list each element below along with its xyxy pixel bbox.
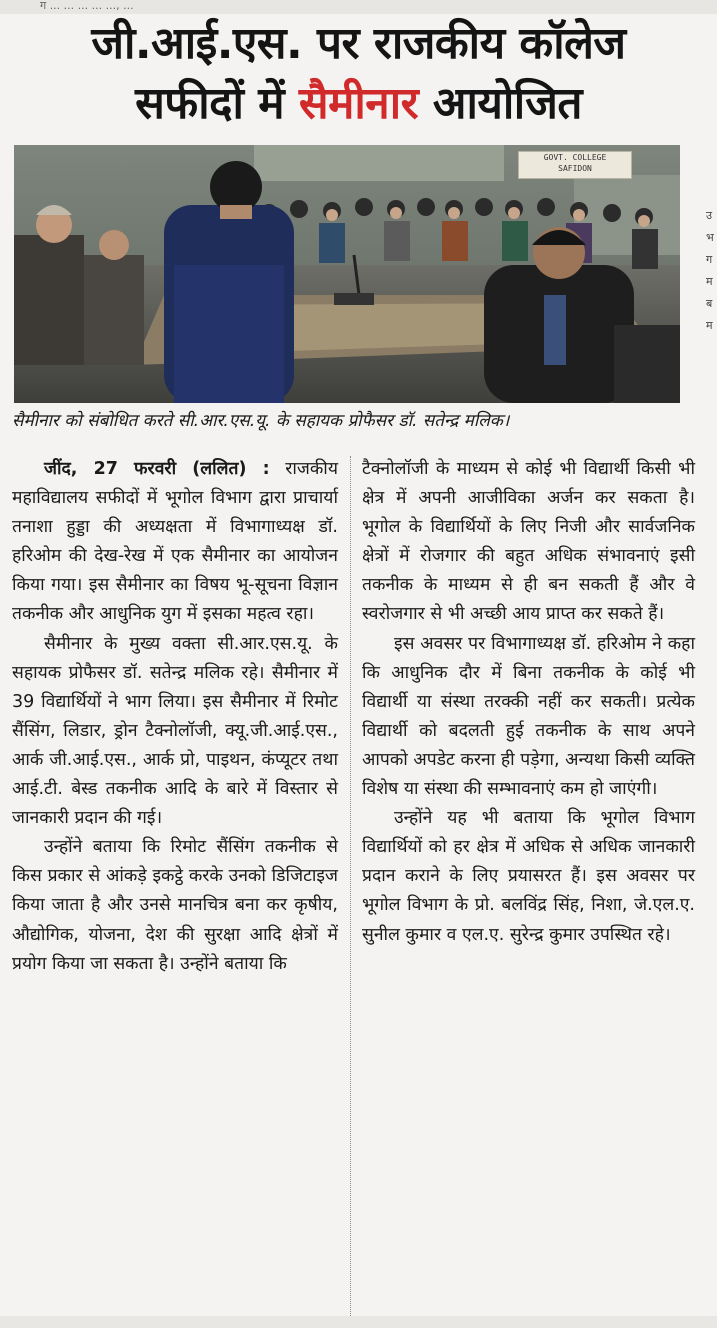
fragment: म [706,319,713,332]
article-paragraph-3: उन्होंने बताया कि रिमोट सैंसिंग तकनीक से किस प्रकार से आंकड़े इकट्ठे करके उनको डिजिटाइज किया जाता है और उनसे मानचित्र बना कर कृषीय, औद्योगिक, योजना, देश की सुरक्षा आदि क्षेत्रों में प्रयोग किया जा सकता है। उन्होंने बताया कि [12,837,338,974]
headline-line-2-pre: सफीदों में [135,78,299,129]
article-paragraph-2: सैमीनार के मुख्य वक्ता सी.आर.एस.यू. के सहायक प्रोफैसर डॉ. सतेन्द्र मलिक रहे। सैमीनार में 39 विद्यार्थियों ने भाग लिया। इस सैमीनार में रिमोट सैंसिंग, लिडार, ड्रोन टैक्नोलॉजी, क्यू.जी.आई.एस., आर्क जी.आई.एस., आर्क प्रो, पाइथन, कंप्यूटर तथा आई.टी. बेस्ड तकनीक आदि के बारे में विस्तार से जानकारी प्रदान की गई। [12,633,338,829]
paragraph-text: राजकीय महाविद्यालय सफीदों में भूगोल विभाग द्वारा प्राचार्या तनाशा हुड्डा की अध्यक्षता में विभागाध्यक्ष डॉ. हरिओम की देख-रेख में एक सैमीनार का आयोजन किया गया। इस सैमीनार का विषय भू-सूचना विज्ञान तकनीक और आधुनिक युग में इसका महत्व रहा। [12,459,338,625]
headline-highlight: सैमीनार [298,78,419,129]
previous-article-strip: ग ... ... ... ... ..., ... [0,0,717,14]
headline [0,14,717,134]
article-paragraph-4: टैक्नोलॉजी के माध्यम से कोई भी विद्यार्थी किसी भी क्षेत्र में अपनी आजीविका अर्जन कर सकता है। भूगोल के विद्यार्थियों के लिए निजी और सार्वजनिक क्षेत्रों में रोजगार की बहुत अधिक संभावनाएं इसी तकनीक के माध्यम से ही बन सकती हैं और वे स्वरोजगार से भी अच्छी आय प्राप्त कर सकते हैं। [362,459,695,625]
sign-line-1: GOVT. COLLEGE [543,153,607,162]
article-paragraph-1 [12,455,338,630]
fragment: भ [706,231,714,244]
headline-line-1: जी.आई.एस. पर राजकीय कॉलेज [91,18,626,69]
adjacent-column-fragments [706,205,717,337]
fragment: ग [706,253,713,266]
fragment: ब [706,297,713,310]
headline-line-2-post: आयोजित [418,78,582,129]
article-paragraph-6: उन्होंने यह भी बताया कि भूगोल विभाग विद्यार्थियों को हर क्षेत्र में अधिक से अधिक जानकारी प्रदान कराने के लिए प्रयासरत हैं। इस अवसर पर भूगोल विभाग के प्रो. बलविंद्र सिंह, निशा, जे.एल.ए. सुनील कुमार व एल.ए. सुरेन्द्र कुमार उपस्थित रहे। [362,808,695,945]
headline-line-2 [0,74,717,134]
photo-caption: सैमीनार को संबोधित करते सी.आर.एस.यू. के सहायक प्रोफैसर डॉ. सतेन्द्र मलिक। [12,411,510,431]
seminar-photo-illustration [14,145,680,403]
sign-line-2: SAFIDON [558,164,592,173]
dateline: जींद, 27 फरवरी (ललित) : [44,459,270,479]
article-paragraph-5: इस अवसर पर विभागाध्यक्ष डॉ. हरिओम ने कहा कि आधुनिक दौर में बिना तकनीक के कोई भी विद्यार्थी या संस्था तरक्की नहीं कर सकती। प्रत्येक विद्यार्थी को बदलती हुई तकनीक के साथ अपने आपको अपडेट करना ही पड़ेगा, अन्यथा किसी व्यक्ति विशेष या संस्था की सम्भावनाएं कम हो जाएंगी। [362,633,695,800]
column-divider [350,456,351,1316]
article-column-right [362,455,695,950]
page-bottom-edge [0,1316,717,1328]
fragment: उ [706,209,713,222]
college-sign [518,151,632,179]
article-column-left [12,455,338,979]
seminar-photo [14,145,680,403]
fragment: म [706,275,713,288]
